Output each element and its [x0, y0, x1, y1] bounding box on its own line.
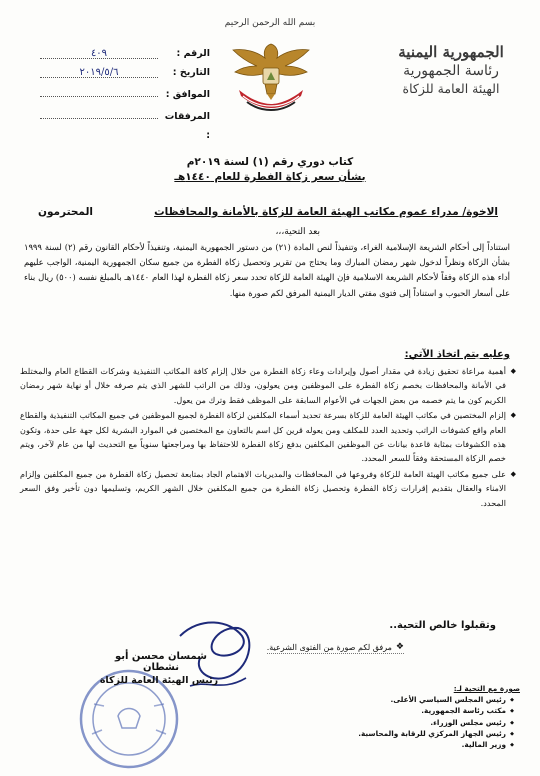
list-item: ◆ وزير المالية. [342, 739, 514, 750]
recipient-honorific: المحترمون [38, 206, 94, 218]
title-line-2: بشأن سعر زكاة الفطرة للعام ١٤٤٠هـ [174, 171, 366, 183]
recipient-line [38, 206, 498, 218]
list-item: ◆ على جميع مكاتب الهيئة العامة للزكاة وفروعها في المحافظات والمديريات الاهتمام الجاد بمتابعة تحصيل زكاة الفطرة من جميع المكلفين وإلزام الامناء والعقال بتقديم إقرارات زكاة الفطرة وتحصيل زكاة الفطرة من جميع المكلفين خلال الشهر الكريم، وتسليمها دون تأخير وفق السعر المحدد. [20, 467, 516, 510]
date-label: التاريخ : [172, 67, 210, 78]
list-item: ◆ مكتب رئاسة الجمهورية. [342, 705, 514, 716]
title-line-1: كتاب دوري رقم (١) لسنة ٢٠١٩م [186, 156, 354, 168]
agreed-value [40, 82, 158, 97]
date-value: ٢٠١٩/٥/٦ [40, 63, 158, 78]
attachments-value [40, 104, 158, 119]
intro-paragraph: استناداً إلى أحكام الشريعة الإسلامية الغراء، وتنفيذاً لنص المادة (٢١) من دستور الجمهورية اليمنية، وتنفيذاً لأحكام القانون رقم (٢) لسنة ١٩٩٩ بشأن الزكاة ونظراً لدخول شهر رمضان المبارك وما يحتاج من تقرير وتحصيل زكاة الفطرة من جميع سكان الجمهورية اليمنية، الواجب عليهم أداء هذه الزكاة وفقاً لأحكام الشريعة الاسلامية فإن الهيئة العامة للزكاة تحدد سعر زكاة الفطرة لهذا العام ١٤٤٠هـ بالمبلغ نفسه (٥٠٠) ريال بناء على أسعار الحبوب و استناداً إلى فتوى مفتي الديار اليمنية المرفق لكم صورة منها. [24, 242, 510, 298]
list-item: ◆ رئيس الجهاز المركزي للرقابة والمحاسبة. [342, 728, 514, 739]
copies-heading: صورة مع التحية لـ: [453, 684, 520, 693]
greeting: بعد التحية،،، [275, 227, 320, 237]
basmala: بسم الله الرحمن الرحيم [224, 18, 316, 28]
list-item: ◆ أهمية مراعاة تحقيق زيادة في مقدار أصول وإيرادات وعاء زكاة الفطرة من خلال إلزام كافة المكاتب التنفيذية وشركات القطاع العام والمختلط في الأمانة والمحافظات بخصم زكاة الفطرة على الموظفين ومن يعولون، وذلك من الراتب للشهر الذي يتم صرفه خلال أو نهاية شهر رمضان الكريم كون ما يتم خصمه من بعض الجهات في الأعوام السابقة على الموظف فقط وترك من يعول. [20, 364, 516, 407]
bullet-icon: ❖ [395, 642, 404, 652]
list-item: ◆ إلزام المختصين في مكاتب الهيئة العامة للزكاة بسرعة تحديد أسماء المكلفين لزكاة الفطرة لجميع الموظفين في جميع المكاتب التنفيذية والقطاع العام واقع كشوفات الراتب وتحديد العدد للمكلف ومن يعوله قرين كل اسم بالتعاون مع المختصين في الموارد البشرية لكل جهة على حدة، وتكون هذه الكشوفات بمثابة قاعدة بيانات عن الموظفين المكلفين بدفع زكاة الفطرة للاحتفاظ بها ومراجعتها سنوياً مع التحديث لها من عام لآخر، ويتم خصم الزكاة المستحقة وفقاً للسعر المحدد. [20, 408, 516, 466]
ref-number-row [40, 44, 210, 63]
agreed-row [40, 82, 210, 104]
country-name: الجمهورية اليمنية [398, 43, 504, 61]
closing-line: وتقبلوا خالص التحية.. [389, 620, 496, 631]
copies-block [342, 683, 522, 750]
attachments-label: المرفقات : [164, 111, 210, 141]
attachments-row [40, 104, 210, 145]
attachment-note [267, 642, 404, 654]
copies-list [342, 694, 522, 750]
date-row [40, 63, 210, 82]
ref-number-label: الرقم : [176, 48, 210, 59]
presidency-name: رئاسة الجمهورية [403, 63, 499, 79]
signatory-name: شمسان محسن أبو نشطان [115, 651, 207, 673]
ref-number-value: ٤٠٩ [40, 44, 158, 59]
agreed-label: الموافق : [165, 89, 210, 100]
signatory-title: رئيس الهيئة العامة للزكاة [99, 675, 219, 686]
letter-title [150, 155, 390, 185]
yemen-emblem-icon [227, 34, 315, 122]
attachment-note-text: مرفق لكم صورة من الفتوى الشرعية. [266, 642, 392, 652]
decision-heading: وعليه يتم اتخاذ الآتي: [404, 349, 510, 360]
list-item: ◆ رئيس مجلس الوزراء. [342, 717, 514, 728]
list-item: ◆ رئيس المجلس السياسي الأعلى. [342, 694, 514, 705]
issuer-header [386, 42, 516, 97]
decision-items [20, 364, 516, 511]
reference-block [40, 44, 210, 145]
recipient-address: الاخوة/ مدراء عموم مكاتب الهيئة العامة للزكاة بالأمانة والمحافظات [154, 206, 498, 218]
authority-name: الهيئة العامة للزكاة [402, 81, 500, 96]
